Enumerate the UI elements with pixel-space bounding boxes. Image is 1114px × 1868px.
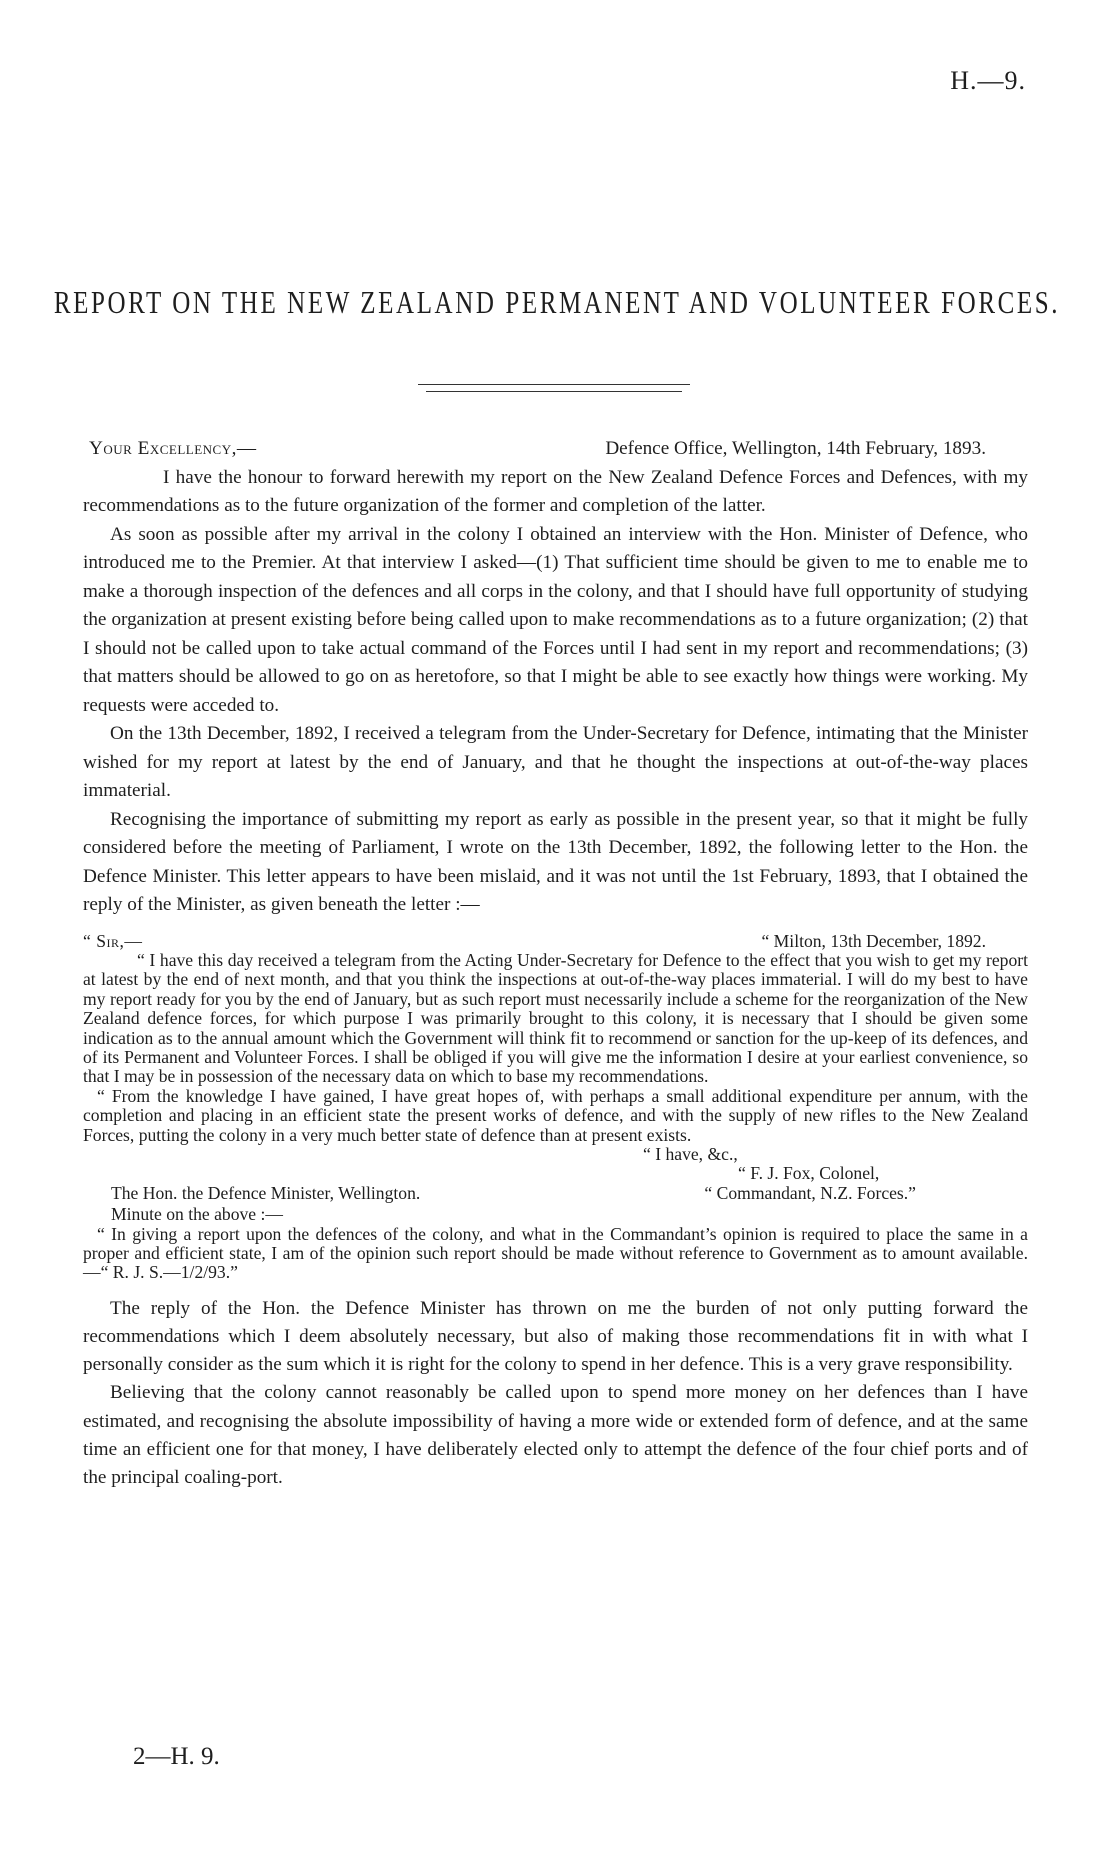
paragraph: The reply of the Hon. the Defence Minister has thrown on me the burden of not only putting forward the recommendations which I deem absolutely necessary, but also of making those recommendations fit in with what I personally consider as the sum which it is right for the colony to spend in her defence. This is a very grave responsibility. <box>83 1297 1028 1376</box>
title-rule-top <box>418 384 690 385</box>
letter-signature-title: “ Commandant, N.Z. Forces.” <box>704 1182 916 1203</box>
letter-signature: “ F. J. Fox, Colonel, <box>738 1163 880 1184</box>
letter-addressee: The Hon. the Defence Minister, Wellington. <box>111 1182 421 1203</box>
minute-heading: Minute on the above :— <box>111 1204 283 1225</box>
minute-text: “ In giving a report upon the defences of the colony, and what in the Commandant’s opinion is required to place the same in a proper and efficient state, I am of the opinion such report should be made without reference to Government as to amount available.—“ R. J. S.—1/2/93.” <box>83 1223 1028 1283</box>
report-title: REPORT ON THE NEW ZEALAND PERMANENT AND VOLUNTEER FORCES. <box>53 286 1061 321</box>
quoted-letter <box>83 932 1028 1283</box>
paragraph: On the 13th December, 1892, I received a telegram from the Under-Secretary for Defence, intimating that the Minister wished for my report at latest by the end of January, and that he thought the inspections at out-of-the-way places immaterial. <box>83 723 1028 801</box>
paragraph: As soon as possible after my arrival in the colony I obtained an interview with the Hon. Minister of Defence, who introduced me to the Premier. At that interview I asked—(1) That sufficient time should be given to me to enable me to make a thorough inspection of the defences and all corps in the colony, and that I should have full opportunity of studying the organization at present existing before being called upon to make recommendations as to a future organization; (2) that I should not be called upon to take actual command of the Forces until I had sent in my report and recommendations; (3) that matters should be allowed to go on as heretofore, so that I might be able to see exactly how things were working. My requests were acceded to. <box>83 523 1028 716</box>
report-body <box>83 435 1028 1492</box>
title-rule-bottom <box>426 391 682 392</box>
letter-salutation: “ Sir,— <box>83 930 143 951</box>
page-reference: H.—9. <box>950 66 1026 95</box>
paragraph: Believing that the colony cannot reasonably be called upon to spend more money on her defences than I have estimated, and recognising the absolute impossibility of having a more wide or extended form of defence, and at the same time an efficient one for that money, I have deliberately elected only to attempt the defence of the four chief ports and of the principal coaling-port. <box>83 1382 1028 1489</box>
signature-mark: 2—H. 9. <box>133 1743 220 1770</box>
paragraph: Recognising the importance of submitting my report as early as possible in the present year, so that it might be fully considered before the meeting of Parliament, I wrote on the 13th December, 1892, the following letter to the Hon. the Defence Minister. This letter appears to have been mislaid, and it was not until the 1st February, 1893, that I obtained the reply of the Minister, as given beneath the letter :— <box>83 808 1028 915</box>
salutation: Your Excellency,— <box>89 438 257 459</box>
paragraph: I have the honour to forward herewith my report on the New Zealand Defence Forces and Defences, with my recommendations as to the future organization of the former and completion of the latter. <box>83 466 1028 516</box>
opening-line <box>83 435 1028 464</box>
letter-address-line <box>83 1184 1028 1203</box>
letter-place-date: “ Milton, 13th December, 1892. <box>761 930 986 951</box>
letter-paragraph: “ I have this day received a telegram from the Acting Under-Secretary for Defence to the effect that you wish to get my report at latest by the end of next month, and that you think the inspections at out-of-the-way places immaterial. I will do my best to have my report ready for you by the end of January, but as such report must necessarily include a scheme for the reorganization of the New Zealand defence forces, for which purpose I was primarily brought to this colony, it is necessary that I should be given some indication as to the annual amount which the Government will think fit to recommend or sanction for the up-keep of its defences, and of its Permanent and Volunteer Forces. I shall be obliged if you will give me the information I desire at your earliest convenience, so that I may be in possession of the necessary data on which to base my recommendations. <box>83 949 1028 1087</box>
letter-heading <box>83 932 1028 951</box>
place-date: Defence Office, Wellington, 14th February, 1893. <box>605 438 986 459</box>
letter-closing: “ I have, &c., <box>643 1143 738 1164</box>
letter-paragraph: “ From the knowledge I have gained, I have great hopes of, with perhaps a small additional expenditure per annum, with the completion and placing in an efficient state the present works of defence, and with the supply of new rifles to the New Zealand Forces, putting the colony in a very much better state of defence than at present exists. <box>83 1085 1028 1145</box>
closing-section <box>83 1295 1028 1492</box>
